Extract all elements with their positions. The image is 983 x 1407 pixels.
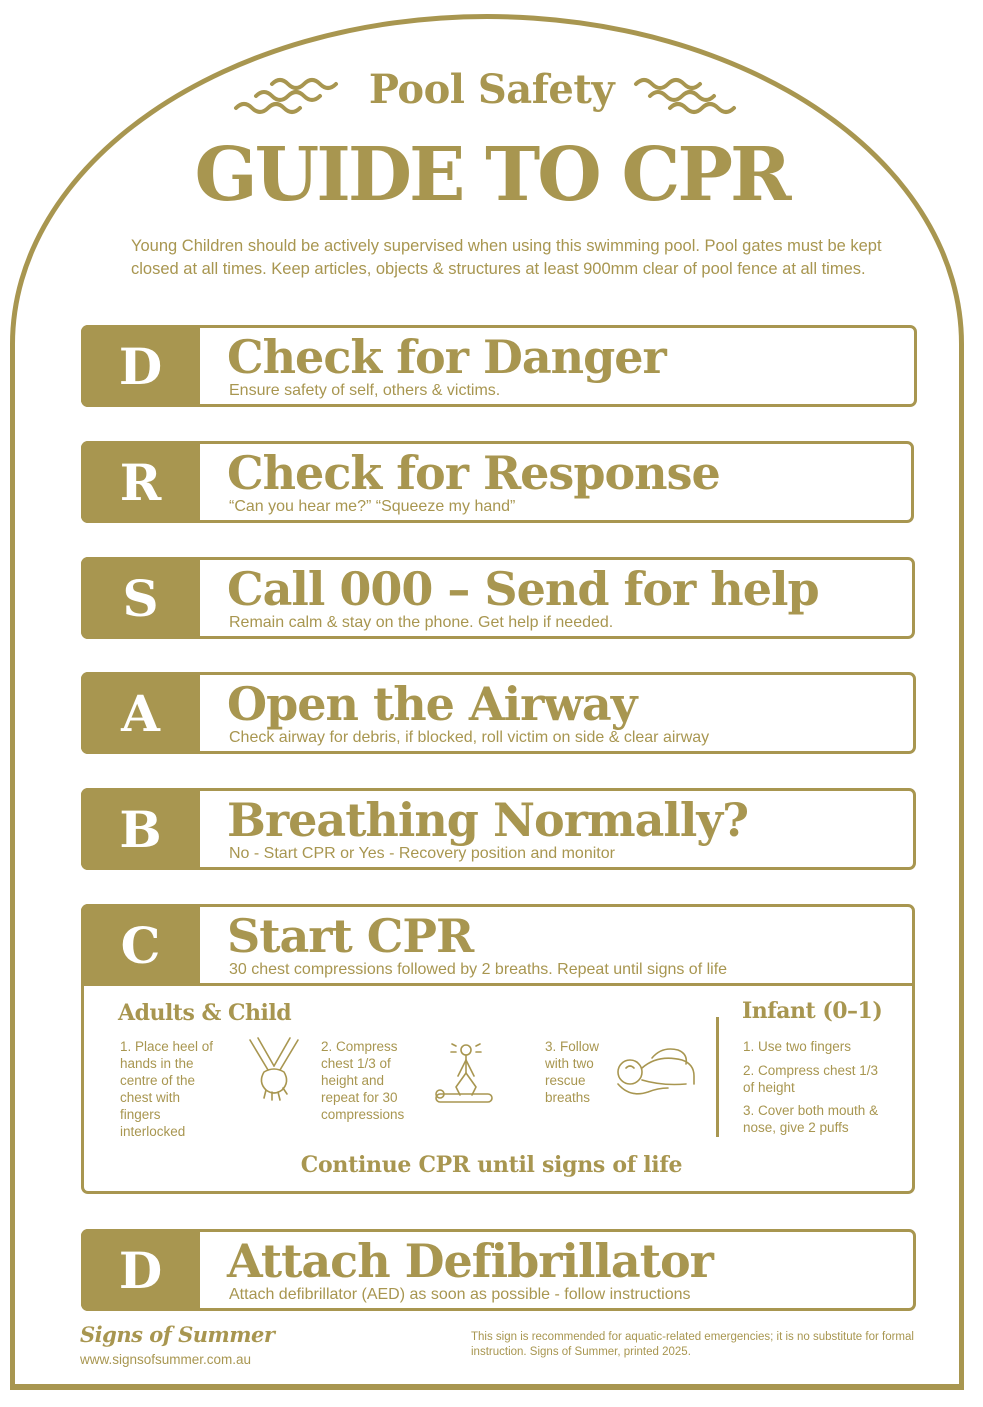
infant-divider <box>716 1017 719 1137</box>
continue-cpr: Continue CPR until signs of life <box>300 1152 683 1178</box>
step-title: Check for Danger <box>227 330 666 384</box>
step-title: Attach Defibrillator <box>227 1234 713 1288</box>
step-subtitle: Ensure safety of self, others & victims. <box>229 382 501 399</box>
step-title: Check for Response <box>227 446 720 500</box>
step-danger <box>81 325 917 407</box>
step-letter: D <box>81 325 200 407</box>
step-response <box>81 441 914 523</box>
step-letter: R <box>81 441 200 523</box>
disclaimer: This sign is recommended for aquatic-related emergencies; it is no substitute for formal instruction. Signs of Summer, printed 2025. <box>471 1331 914 1358</box>
step-title: Start CPR <box>227 909 474 963</box>
hands-icon <box>246 1036 302 1102</box>
step-letter: B <box>81 788 200 870</box>
step-subtitle: No - Start CPR or Yes - Recovery position and monitor <box>229 845 615 862</box>
step-letter: S <box>81 557 200 639</box>
infant-step-1: 1. Use two fingers <box>743 1039 852 1054</box>
adult-step-2: 2. Compress chest 1/3 of height and repeat for 30 compressions <box>321 1039 405 1122</box>
divider-line <box>200 983 912 986</box>
infant-title: Infant (0–1) <box>742 998 883 1024</box>
step-letter: C <box>81 904 200 986</box>
step-title: Breathing Normally? <box>227 793 749 847</box>
infant-step-3: 3. Cover both mouth & nose, give 2 puffs <box>743 1103 879 1135</box>
step-subtitle: Check airway for debris, if blocked, roll victim on side & clear airway <box>229 729 710 746</box>
step-breathing <box>81 788 916 870</box>
intro-text: Young Children should be actively supervised when using this swimming pool. Pool gates must be kept closed at all times. Keep articles, objects & structures at least 900mm clear of pool fence at all times. <box>131 237 882 278</box>
step-title: Open the Airway <box>227 677 637 731</box>
step-subtitle: Attach defibrillator (AED) as soon as possible - follow instructions <box>229 1286 691 1303</box>
step-airway <box>81 672 916 754</box>
rescue-breath-icon <box>612 1044 698 1100</box>
step-letter: D <box>81 1229 200 1311</box>
step-letter: A <box>81 672 200 754</box>
adult-step-1: 1. Place heel of hands in the centre of the chest with fingers interlocked <box>120 1039 214 1139</box>
adult-step-3: 3. Follow with two rescue breaths <box>545 1039 600 1105</box>
step-send-help <box>81 557 915 639</box>
brand-url: www.signsofsummer.com.au <box>80 1352 252 1367</box>
compression-icon <box>432 1042 496 1106</box>
step-subtitle: Remain calm & stay on the phone. Get help if needed. <box>229 614 614 631</box>
adults-title: Adults & Child <box>118 1000 292 1026</box>
step-subtitle: 30 chest compressions followed by 2 breaths. Repeat until signs of life <box>229 961 728 978</box>
main-title: GUIDE TO CPR <box>194 132 789 218</box>
step-title: Call 000 – Send for help <box>227 562 819 616</box>
infant-step-2: 2. Compress chest 1/3 of height <box>743 1063 879 1095</box>
step-subtitle: “Can you hear me?” “Squeeze my hand” <box>229 498 516 515</box>
step-defibrillator <box>81 1229 916 1311</box>
brand-logo: Signs of Summer <box>80 1322 275 1347</box>
header-title: Pool Safety <box>368 66 615 113</box>
